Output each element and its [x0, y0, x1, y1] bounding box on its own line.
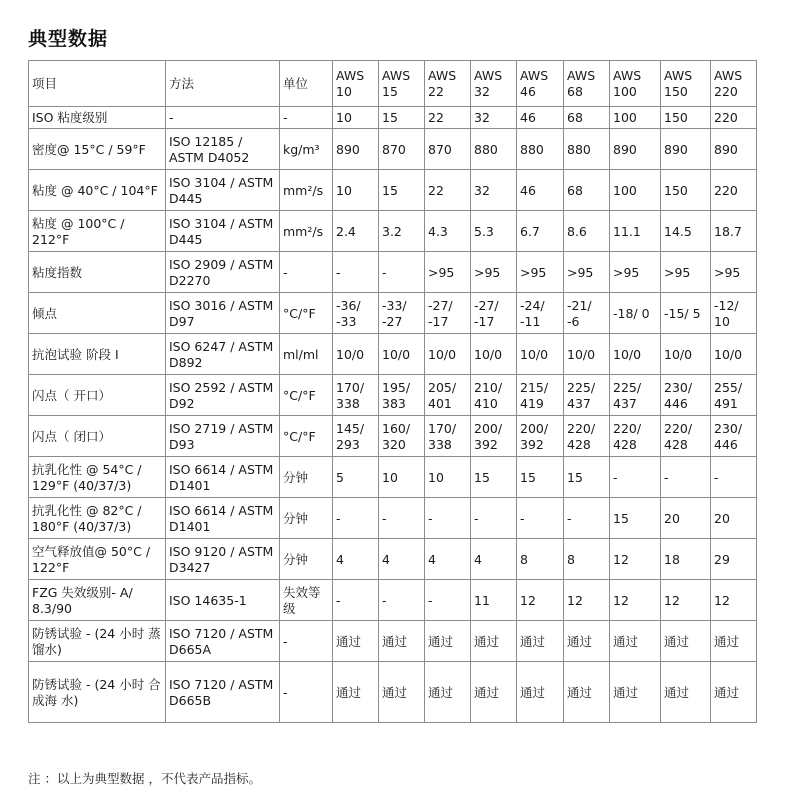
table-row	[29, 416, 757, 457]
column-header: AWS 10	[333, 61, 379, 107]
col-method-cell: ISO 2719 / ASTM D93	[166, 416, 280, 457]
col-unit-cell: ml/ml	[280, 334, 333, 375]
value-cell: 195/ 383	[379, 375, 425, 416]
col-item-cell: 粘度指数	[29, 252, 166, 293]
value-cell: 12	[564, 580, 610, 621]
value-cell: 14.5	[661, 211, 711, 252]
value-cell: >95	[711, 252, 757, 293]
value-cell: -	[333, 252, 379, 293]
footnote: 注 ：以上为典型数据 ，不代表产品指标。	[28, 771, 261, 786]
value-cell: 通过	[711, 662, 757, 723]
col-unit-cell: °C/°F	[280, 416, 333, 457]
value-cell: 5	[333, 457, 379, 498]
page-title: 典型数据	[28, 28, 109, 50]
value-cell: 通过	[517, 621, 564, 662]
col-item-cell: 抗乳化性 @ 54°C / 129°F (40/37/3)	[29, 457, 166, 498]
table-row	[29, 211, 757, 252]
value-cell: -	[379, 498, 425, 539]
value-cell: -	[661, 457, 711, 498]
value-cell: 12	[711, 580, 757, 621]
value-cell: -	[333, 498, 379, 539]
table-row	[29, 662, 757, 723]
value-cell: 100	[610, 107, 661, 129]
value-cell: -	[333, 580, 379, 621]
col-unit-cell: kg/m³	[280, 129, 333, 170]
value-cell: 32	[471, 170, 517, 211]
value-cell: 10	[333, 107, 379, 129]
value-cell: 22	[425, 170, 471, 211]
value-cell: 通过	[564, 621, 610, 662]
value-cell: 10/0	[610, 334, 661, 375]
column-header: 项目	[29, 61, 166, 107]
value-cell: 150	[661, 107, 711, 129]
value-cell: -21/ -6	[564, 293, 610, 334]
value-cell: 11	[471, 580, 517, 621]
value-cell: 15	[610, 498, 661, 539]
col-item-cell: 空气释放值@ 50°C / 122°F	[29, 539, 166, 580]
col-method-cell: ISO 14635-1	[166, 580, 280, 621]
value-cell: 3.2	[379, 211, 425, 252]
value-cell: 通过	[711, 621, 757, 662]
value-cell: 220/ 428	[610, 416, 661, 457]
col-item-cell: 防锈试验 - (24 小时 合成海 水)	[29, 662, 166, 723]
col-method-cell: ISO 12185 / ASTM D4052	[166, 129, 280, 170]
col-unit-cell: 分钟	[280, 498, 333, 539]
column-header: 单位	[280, 61, 333, 107]
value-cell: 4	[471, 539, 517, 580]
col-item-cell: FZG 失效级别- A/ 8.3/90	[29, 580, 166, 621]
value-cell: 12	[661, 580, 711, 621]
col-unit-cell: 分钟	[280, 457, 333, 498]
col-unit-cell: mm²/s	[280, 211, 333, 252]
value-cell: 4.3	[425, 211, 471, 252]
value-cell: -	[471, 498, 517, 539]
value-cell: 145/ 293	[333, 416, 379, 457]
value-cell: 150	[661, 170, 711, 211]
col-method-cell: ISO 6614 / ASTM D1401	[166, 457, 280, 498]
col-unit-cell: mm²/s	[280, 170, 333, 211]
value-cell: 210/ 410	[471, 375, 517, 416]
value-cell: 10	[333, 170, 379, 211]
value-cell: 200/ 392	[471, 416, 517, 457]
value-cell: 11.1	[610, 211, 661, 252]
value-cell: 255/ 491	[711, 375, 757, 416]
value-cell: 160/ 320	[379, 416, 425, 457]
col-unit-cell: 分钟	[280, 539, 333, 580]
value-cell: 4	[333, 539, 379, 580]
value-cell: -	[379, 252, 425, 293]
value-cell: 68	[564, 107, 610, 129]
value-cell: 通过	[661, 621, 711, 662]
col-method-cell: ISO 3104 / ASTM D445	[166, 211, 280, 252]
value-cell: -15/ 5	[661, 293, 711, 334]
col-method-cell: ISO 7120 / ASTM D665A	[166, 621, 280, 662]
col-item-cell: 粘度 @ 100°C / 212°F	[29, 211, 166, 252]
value-cell: 2.4	[333, 211, 379, 252]
value-cell: 880	[471, 129, 517, 170]
value-cell: 100	[610, 170, 661, 211]
value-cell: -24/ -11	[517, 293, 564, 334]
value-cell: 通过	[564, 662, 610, 723]
value-cell: 8.6	[564, 211, 610, 252]
value-cell: 880	[564, 129, 610, 170]
value-cell: 200/ 392	[517, 416, 564, 457]
value-cell: 29	[711, 539, 757, 580]
value-cell: 225/ 437	[564, 375, 610, 416]
value-cell: >95	[517, 252, 564, 293]
value-cell: 890	[711, 129, 757, 170]
value-cell: 10/0	[379, 334, 425, 375]
value-cell: 通过	[379, 621, 425, 662]
value-cell: 通过	[425, 621, 471, 662]
value-cell: 46	[517, 107, 564, 129]
table-row	[29, 252, 757, 293]
value-cell: >95	[610, 252, 661, 293]
value-cell: -12/ 10	[711, 293, 757, 334]
value-cell: 890	[661, 129, 711, 170]
value-cell: -27/ -17	[425, 293, 471, 334]
value-cell: -33/ -27	[379, 293, 425, 334]
value-cell: 220/ 428	[564, 416, 610, 457]
value-cell: -18/ 0	[610, 293, 661, 334]
header-row	[29, 61, 757, 107]
col-method-cell: ISO 2909 / ASTM D2270	[166, 252, 280, 293]
value-cell: 12	[610, 580, 661, 621]
value-cell: 18	[661, 539, 711, 580]
value-cell: 18.7	[711, 211, 757, 252]
value-cell: 12	[610, 539, 661, 580]
column-header: AWS 46	[517, 61, 564, 107]
value-cell: -	[711, 457, 757, 498]
value-cell: 230/ 446	[711, 416, 757, 457]
value-cell: 15	[471, 457, 517, 498]
col-item-cell: ISO 粘度级别	[29, 107, 166, 129]
value-cell: 通过	[471, 621, 517, 662]
col-method-cell: ISO 9120 / ASTM D3427	[166, 539, 280, 580]
col-unit-cell: -	[280, 107, 333, 129]
value-cell: 10/0	[661, 334, 711, 375]
value-cell: 通过	[333, 662, 379, 723]
value-cell: 15	[379, 170, 425, 211]
value-cell: 205/ 401	[425, 375, 471, 416]
col-unit-cell: -	[280, 621, 333, 662]
col-unit-cell: -	[280, 252, 333, 293]
value-cell: 22	[425, 107, 471, 129]
value-cell: 10	[379, 457, 425, 498]
table-row	[29, 498, 757, 539]
value-cell: -	[610, 457, 661, 498]
col-unit-cell: -	[280, 662, 333, 723]
table-row	[29, 129, 757, 170]
value-cell: 215/ 419	[517, 375, 564, 416]
value-cell: >95	[425, 252, 471, 293]
value-cell: 6.7	[517, 211, 564, 252]
table-row	[29, 539, 757, 580]
col-item-cell: 粘度 @ 40°C / 104°F	[29, 170, 166, 211]
value-cell: -	[564, 498, 610, 539]
value-cell: 通过	[425, 662, 471, 723]
value-cell: 220/ 428	[661, 416, 711, 457]
col-method-cell: ISO 2592 / ASTM D92	[166, 375, 280, 416]
table-row	[29, 621, 757, 662]
value-cell: 170/ 338	[425, 416, 471, 457]
typical-data-table	[28, 60, 757, 723]
col-unit-cell: 失效等级	[280, 580, 333, 621]
value-cell: 890	[333, 129, 379, 170]
value-cell: -	[425, 498, 471, 539]
value-cell: 870	[379, 129, 425, 170]
column-header: AWS 22	[425, 61, 471, 107]
col-method-cell: ISO 7120 / ASTM D665B	[166, 662, 280, 723]
value-cell: 4	[379, 539, 425, 580]
value-cell: 10/0	[471, 334, 517, 375]
value-cell: 通过	[610, 621, 661, 662]
value-cell: 10/0	[425, 334, 471, 375]
col-item-cell: 闪点（ 开口）	[29, 375, 166, 416]
col-item-cell: 闪点（ 闭口）	[29, 416, 166, 457]
value-cell: >95	[564, 252, 610, 293]
value-cell: 12	[517, 580, 564, 621]
col-item-cell: 抗泡试验 阶段 I	[29, 334, 166, 375]
value-cell: 通过	[610, 662, 661, 723]
column-header: AWS 150	[661, 61, 711, 107]
value-cell: 870	[425, 129, 471, 170]
value-cell: 通过	[661, 662, 711, 723]
value-cell: 880	[517, 129, 564, 170]
value-cell: -	[517, 498, 564, 539]
value-cell: 5.3	[471, 211, 517, 252]
value-cell: 通过	[471, 662, 517, 723]
value-cell: 220	[711, 170, 757, 211]
value-cell: 220	[711, 107, 757, 129]
table-row	[29, 293, 757, 334]
col-method-cell: ISO 3016 / ASTM D97	[166, 293, 280, 334]
column-header: AWS 68	[564, 61, 610, 107]
value-cell: >95	[471, 252, 517, 293]
value-cell: 8	[564, 539, 610, 580]
value-cell: 20	[711, 498, 757, 539]
value-cell: -36/ -33	[333, 293, 379, 334]
column-header: AWS 15	[379, 61, 425, 107]
table-row	[29, 375, 757, 416]
value-cell: 20	[661, 498, 711, 539]
table-row	[29, 170, 757, 211]
table-row	[29, 580, 757, 621]
value-cell: 通过	[379, 662, 425, 723]
table-row	[29, 457, 757, 498]
value-cell: 通过	[333, 621, 379, 662]
col-method-cell: ISO 3104 / ASTM D445	[166, 170, 280, 211]
value-cell: 10	[425, 457, 471, 498]
col-item-cell: 倾点	[29, 293, 166, 334]
value-cell: 通过	[517, 662, 564, 723]
column-header: 方法	[166, 61, 280, 107]
value-cell: 32	[471, 107, 517, 129]
col-method-cell: -	[166, 107, 280, 129]
value-cell: -	[425, 580, 471, 621]
col-unit-cell: °C/°F	[280, 375, 333, 416]
value-cell: 225/ 437	[610, 375, 661, 416]
value-cell: 10/0	[564, 334, 610, 375]
value-cell: 15	[564, 457, 610, 498]
table-row	[29, 334, 757, 375]
col-method-cell: ISO 6247 / ASTM D892	[166, 334, 280, 375]
column-header: AWS 220	[711, 61, 757, 107]
value-cell: >95	[661, 252, 711, 293]
value-cell: 68	[564, 170, 610, 211]
value-cell: 10/0	[517, 334, 564, 375]
value-cell: -	[379, 580, 425, 621]
value-cell: 10/0	[711, 334, 757, 375]
value-cell: 10/0	[333, 334, 379, 375]
value-cell: 15	[379, 107, 425, 129]
value-cell: -27/ -17	[471, 293, 517, 334]
value-cell: 15	[517, 457, 564, 498]
column-header: AWS 100	[610, 61, 661, 107]
value-cell: 170/ 338	[333, 375, 379, 416]
col-method-cell: ISO 6614 / ASTM D1401	[166, 498, 280, 539]
table-row	[29, 107, 757, 129]
col-item-cell: 防锈试验 - (24 小时 蒸馏水)	[29, 621, 166, 662]
col-item-cell: 密度@ 15°C / 59°F	[29, 129, 166, 170]
value-cell: 8	[517, 539, 564, 580]
col-unit-cell: °C/°F	[280, 293, 333, 334]
value-cell: 890	[610, 129, 661, 170]
value-cell: 230/ 446	[661, 375, 711, 416]
column-header: AWS 32	[471, 61, 517, 107]
col-item-cell: 抗乳化性 @ 82°C / 180°F (40/37/3)	[29, 498, 166, 539]
value-cell: 46	[517, 170, 564, 211]
value-cell: 4	[425, 539, 471, 580]
